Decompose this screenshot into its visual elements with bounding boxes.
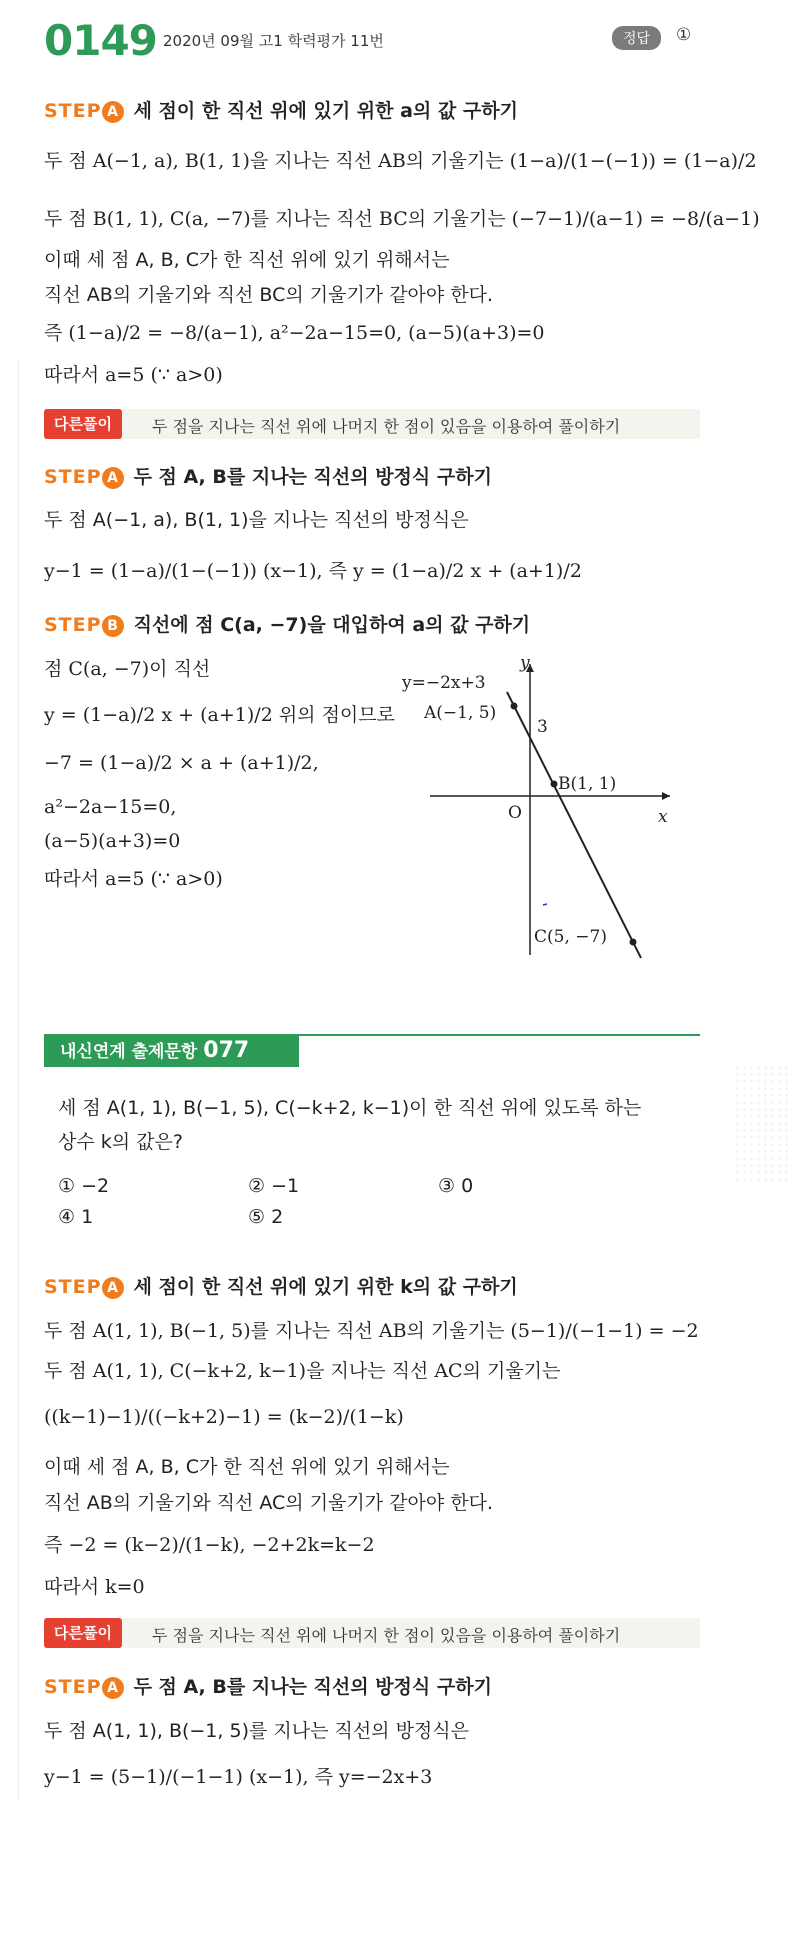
graph-line <box>507 692 641 958</box>
step-a-title: 세 점이 한 직선 위에 있기 위한 a의 값 구하기 <box>133 100 518 122</box>
solution-line: 두 점 A(1, 1), C(−k+2, k−1)을 지나는 직선 AC의 기울기는 <box>44 1360 561 1382</box>
solution-line: (a−5)(a+3)=0 <box>44 830 181 852</box>
ink-mark <box>543 904 547 905</box>
solution-line: 즉 −2 = (k−2)/(1−k), −2+2k=k−2 <box>44 1534 375 1556</box>
option-5: ⑤ 2 <box>248 1206 284 1228</box>
solution-line: 직선 AB의 기울기와 직선 BC의 기울기가 같아야 한다. <box>44 284 494 306</box>
step-word: STEP <box>44 1676 102 1698</box>
point-c-label: C(5, −7) <box>534 927 607 947</box>
section-number: 077 <box>203 1038 250 1063</box>
solution-line: 즉 (1−a)/2 = −8/(a−1), a²−2a−15=0, (a−5)(a+3)=0 <box>44 322 545 344</box>
problem-number: 0149 <box>44 16 157 65</box>
section-tag-label: 내신연계 출제문항 <box>60 1042 198 1062</box>
alt-solution-text: 두 점을 지나는 직선 위에 나머지 한 점이 있음을 이용하여 풀이하기 <box>152 417 621 436</box>
solution-line: 두 점 A(−1, a), B(1, 1)을 지나는 직선의 방정식은 <box>44 509 469 531</box>
origin-label: O <box>508 803 522 823</box>
solution-line: 두 점 A(1, 1), B(−1, 5)를 지나는 직선의 방정식은 <box>44 1720 469 1742</box>
step-a-title-2: 세 점이 한 직선 위에 있기 위한 k의 값 구하기 <box>133 1276 518 1298</box>
step-a-alt-title-2: 두 점 A, B를 지나는 직선의 방정식 구하기 <box>133 1676 492 1698</box>
step-word: STEP <box>44 100 102 122</box>
option-3: ③ 0 <box>438 1175 474 1197</box>
point-a-dot <box>511 703 518 710</box>
solution-conclusion: 따라서 a=5 (∵ a>0) <box>44 364 223 386</box>
alt-solution-badge: 다른풀이 <box>44 1618 122 1648</box>
step-b-title: 직선에 점 C(a, −7)을 대입하여 a의 값 구하기 <box>133 614 531 636</box>
option-4: ④ 1 <box>58 1206 94 1228</box>
solution-line: y−1 = (5−1)/(−1−1) (x−1), 즉 y=−2x+3 <box>44 1766 433 1788</box>
y-intercept-label: 3 <box>537 717 548 737</box>
question-line: 세 점 A(1, 1), B(−1, 5), C(−k+2, k−1)이 한 직선 위에 있도록 하는 <box>58 1097 642 1119</box>
solution-conclusion: 따라서 k=0 <box>44 1576 145 1598</box>
step-word: STEP <box>44 614 102 636</box>
margin-rule <box>18 360 19 1800</box>
x-axis-arrow <box>662 792 670 800</box>
option-2: ② −1 <box>248 1175 300 1197</box>
answer-value: ① <box>676 25 692 45</box>
solution-line: 직선 AB의 기울기와 직선 AC의 기울기가 같아야 한다. <box>44 1492 494 1514</box>
step-letter-badge: A <box>102 101 124 123</box>
solution-line: 점 C(a, −7)이 직선 <box>44 658 211 680</box>
solution-line: 두 점 B(1, 1), C(a, −7)를 지나는 직선 BC의 기울기는 (−7−1)/(a−1) = −8/(a−1) <box>44 208 760 230</box>
step-a-heading-2 <box>44 1272 518 1299</box>
point-a-label: A(−1, 5) <box>424 703 497 723</box>
step-b-heading <box>44 610 530 637</box>
step-a-alt-heading-2 <box>44 1672 492 1699</box>
question-line: 상수 k의 값은? <box>58 1131 183 1153</box>
line-graph <box>390 650 690 970</box>
solution-conclusion: 따라서 a=5 (∵ a>0) <box>44 868 223 890</box>
step-word: STEP <box>44 466 102 488</box>
solution-line: 두 점 A(−1, a), B(1, 1)을 지나는 직선 AB의 기울기는 (1−a)/(1−(−1)) = (1−a)/2 <box>44 150 757 172</box>
solution-line: y−1 = (1−a)/(1−(−1)) (x−1), 즉 y = (1−a)/2 x + (a+1)/2 <box>44 560 582 582</box>
step-a-alt-heading <box>44 462 492 489</box>
line-equation-label: y=−2x+3 <box>402 673 486 693</box>
answer-label-badge: 정답 <box>612 26 661 50</box>
step-a-alt-title: 두 점 A, B를 지나는 직선의 방정식 구하기 <box>133 466 492 488</box>
step-letter-badge: A <box>102 467 124 489</box>
point-b-dot <box>551 781 558 788</box>
dot-texture <box>734 1064 790 1184</box>
alt-solution-bar <box>44 409 700 439</box>
solution-line: y = (1−a)/2 x + (a+1)/2 위의 점이므로 <box>44 704 395 726</box>
step-a-heading <box>44 96 518 123</box>
step-letter-badge: A <box>102 1677 124 1699</box>
point-c-dot <box>630 939 637 946</box>
solution-line: 이때 세 점 A, B, C가 한 직선 위에 있기 위해서는 <box>44 1456 450 1478</box>
step-letter-badge: A <box>102 1277 124 1299</box>
alt-solution-badge: 다른풀이 <box>44 409 122 439</box>
solution-line: ((k−1)−1)/((−k+2)−1) = (k−2)/(1−k) <box>44 1406 404 1428</box>
option-1: ① −2 <box>58 1175 110 1197</box>
step-letter-badge: B <box>102 615 124 637</box>
x-axis-label: x <box>658 807 668 827</box>
step-word: STEP <box>44 1276 102 1298</box>
solution-line: −7 = (1−a)/2 × a + (a+1)/2, <box>44 752 319 774</box>
solution-line: 두 점 A(1, 1), B(−1, 5)를 지나는 직선 AB의 기울기는 (5−1)/(−1−1) = −2 <box>44 1320 699 1342</box>
solution-line: 이때 세 점 A, B, C가 한 직선 위에 있기 위해서는 <box>44 249 450 271</box>
section-tag <box>44 1034 299 1067</box>
problem-source: 2020년 09월 고1 학력평가 11번 <box>163 32 384 50</box>
point-b-label: B(1, 1) <box>558 774 617 794</box>
alt-solution-text: 두 점을 지나는 직선 위에 나머지 한 점이 있음을 이용하여 풀이하기 <box>152 1626 621 1645</box>
y-axis-label: y <box>520 653 530 673</box>
solution-line: a²−2a−15=0, <box>44 796 177 818</box>
alt-solution-bar-2 <box>44 1618 700 1648</box>
